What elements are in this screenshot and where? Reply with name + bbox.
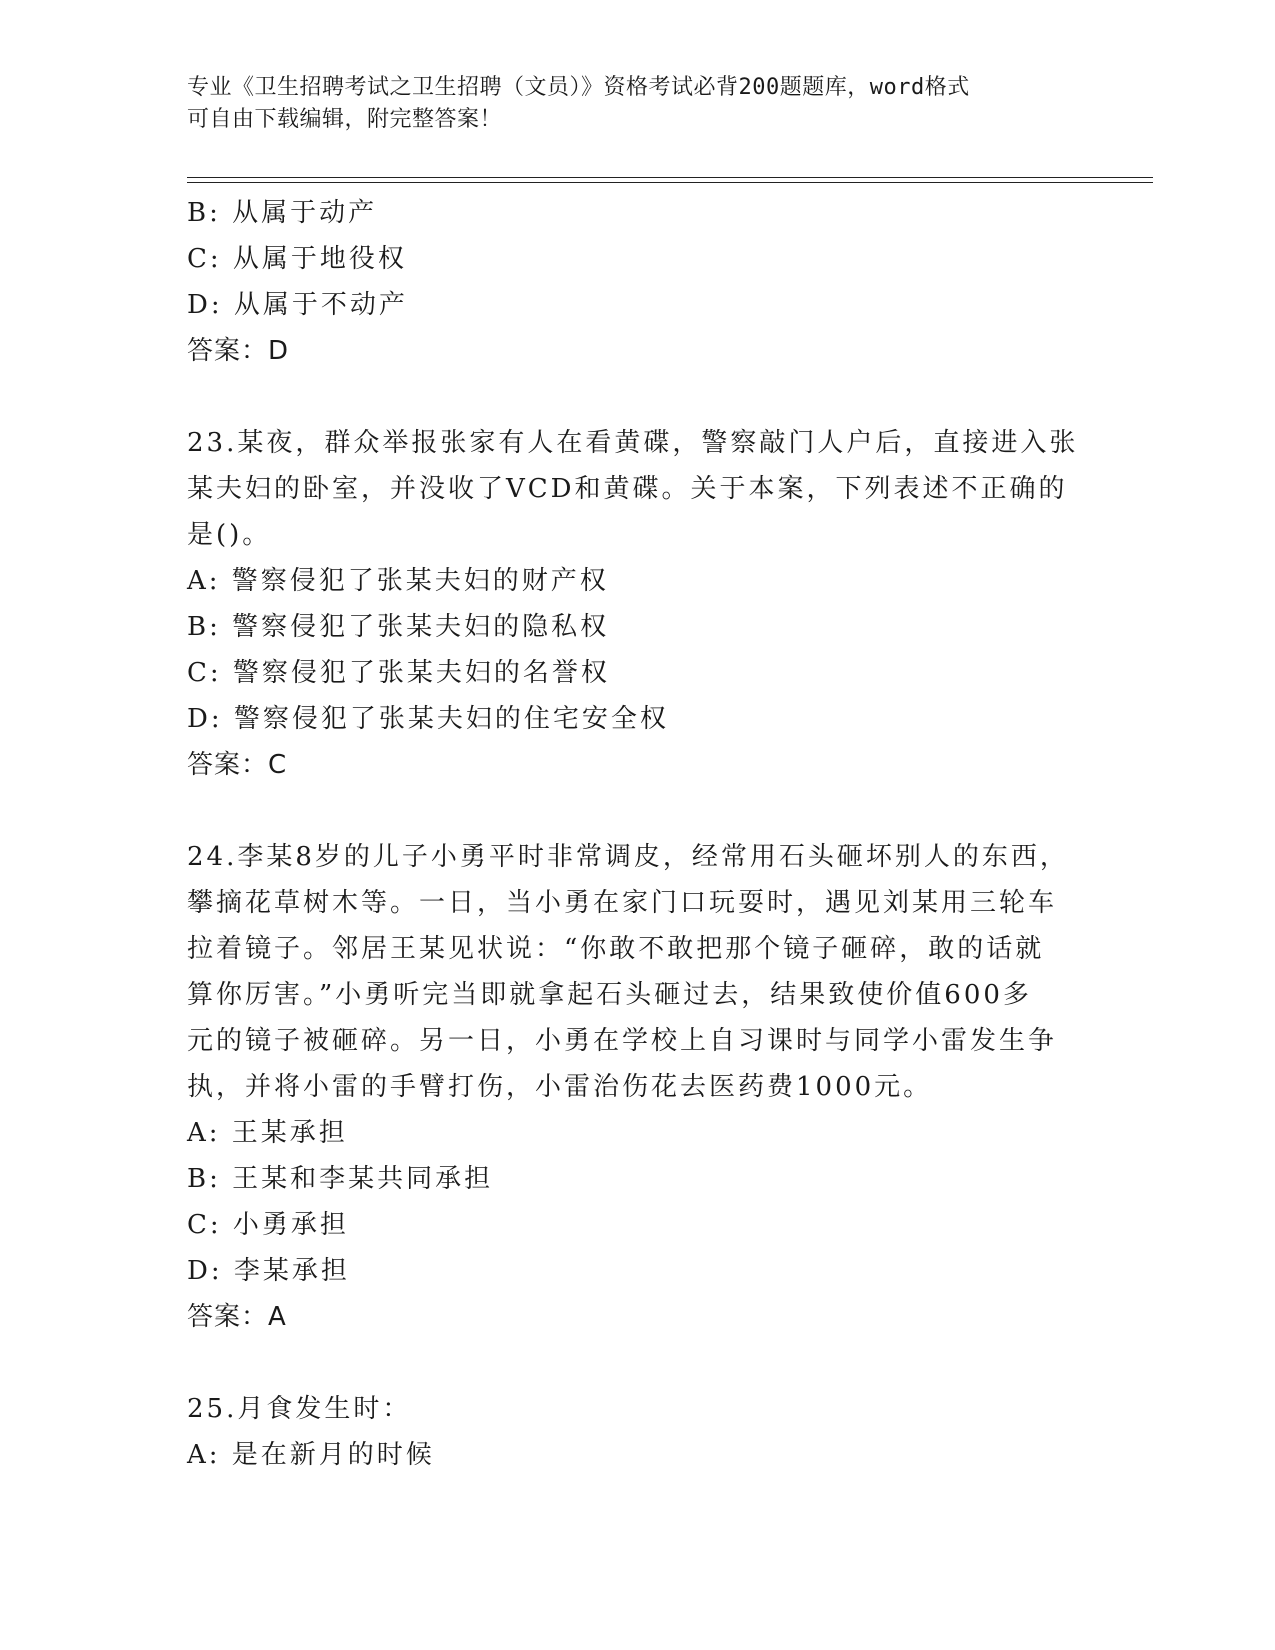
option-c: C: 小勇承担 xyxy=(187,1210,349,1240)
page-header xyxy=(187,72,1087,136)
question-stem-line: 算你厉害。”小勇听完当即就拿起石头砸过去，结果致使价值600多 xyxy=(187,980,1032,1010)
option-b: B: 警察侵犯了张某夫妇的隐私权 xyxy=(187,612,610,642)
answer: 答案：C xyxy=(187,750,288,780)
spacer xyxy=(187,374,1087,420)
question-24 xyxy=(187,834,1087,1340)
option-a: A: 王某承担 xyxy=(187,1118,348,1148)
question-stem-line: 元的镜子被砸碎。另一日，小勇在学校上自习课时与同学小雷发生争 xyxy=(187,1026,1058,1056)
question-stem-line: 是()。 xyxy=(187,520,272,550)
question-stem-line: 执，并将小雷的手臂打伤，小雷治伤花去医药费1000元。 xyxy=(187,1072,933,1102)
question-stem-line: 某夫妇的卧室，并没收了VCD和黄碟。关于本案，下列表述不正确的 xyxy=(187,474,1068,504)
header-line-2: 可自由下载编辑，附完整答案！ xyxy=(187,107,503,132)
question-22 xyxy=(187,190,1087,374)
spacer xyxy=(187,1340,1087,1386)
option-a: A: 是在新月的时候 xyxy=(187,1440,435,1470)
option-c: C: 警察侵犯了张某夫妇的名誉权 xyxy=(187,658,610,688)
header-divider-top xyxy=(187,177,1153,178)
answer: 答案：A xyxy=(187,1302,287,1332)
header-line-1: 专业《卫生招聘考试之卫生招聘（文员）》资格考试必背200题题库，word格式 xyxy=(187,75,970,100)
question-stem-line: 24.李某8岁的儿子小勇平时非常调皮，经常用石头砸坏别人的东西， xyxy=(187,842,1069,872)
answer: 答案：D xyxy=(187,336,290,366)
option-d: D: 李某承担 xyxy=(187,1256,350,1286)
question-stem-line: 攀摘花草树木等。一日，当小勇在家门口玩耍时，遇见刘某用三轮车 xyxy=(187,888,1058,918)
question-stem-line: 拉着镜子。邻居王某见状说：“你敢不敢把那个镜子砸碎，敢的话就 xyxy=(187,934,1045,964)
spacer xyxy=(187,788,1087,834)
option-b: B: 王某和李某共同承担 xyxy=(187,1164,494,1194)
option-d: D: 从属于不动产 xyxy=(187,290,408,320)
option-c: C: 从属于地役权 xyxy=(187,244,407,274)
option-d: D: 警察侵犯了张某夫妇的住宅安全权 xyxy=(187,704,669,734)
header-divider-bottom xyxy=(187,182,1153,183)
document-body xyxy=(187,190,1087,1478)
question-stem-line: 25.月食发生时： xyxy=(187,1394,412,1424)
question-23 xyxy=(187,420,1087,788)
question-stem-line: 23.某夜，群众举报张家有人在看黄碟，警察敲门人户后，直接进入张 xyxy=(187,428,1079,458)
option-b: B: 从属于动产 xyxy=(187,198,378,228)
question-25 xyxy=(187,1386,1087,1478)
option-a: A: 警察侵犯了张某夫妇的财产权 xyxy=(187,566,609,596)
